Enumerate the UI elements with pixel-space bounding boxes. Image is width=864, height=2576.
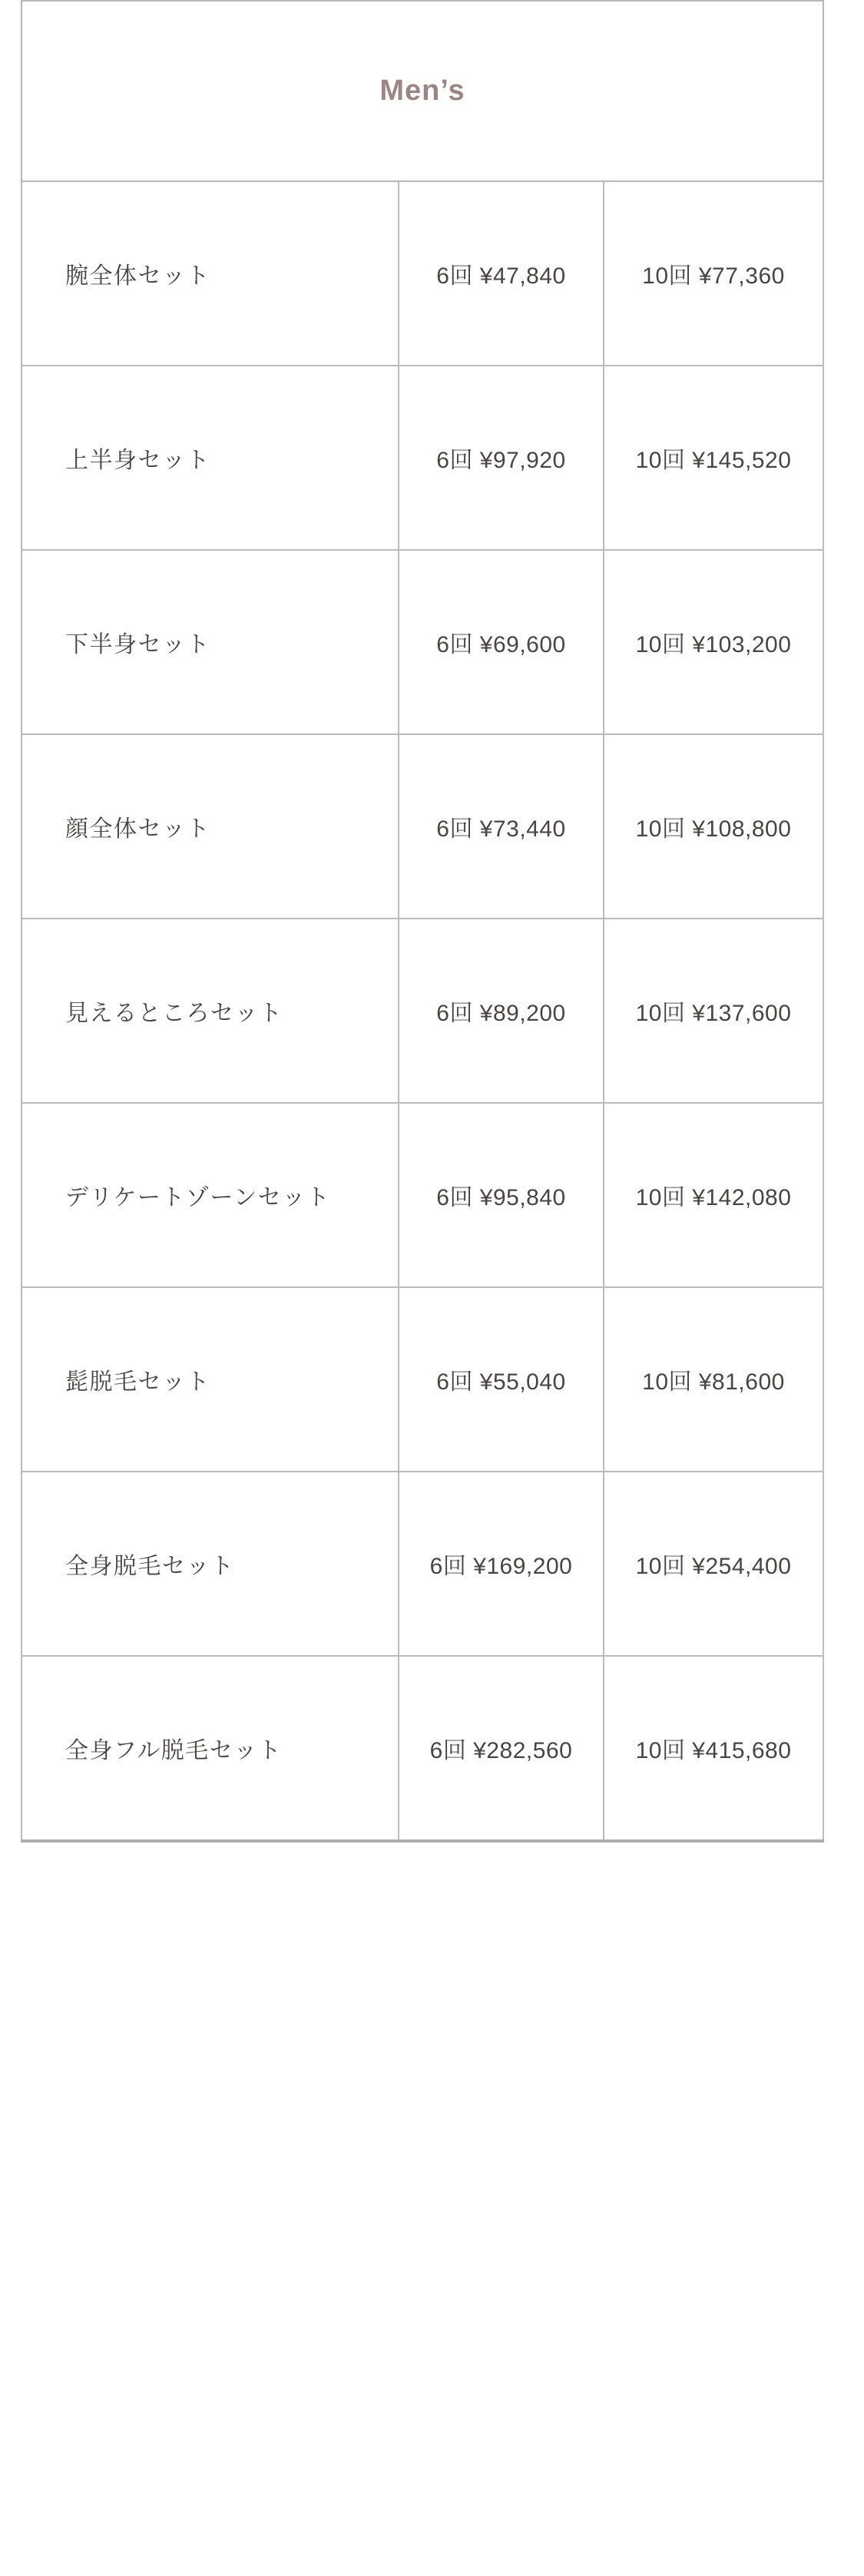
plan-name-cell: 全身フル脱毛セット — [22, 1656, 399, 1841]
plan-name-cell: 腕全体セット — [22, 181, 399, 366]
price-10-sessions-cell: 10回 ¥142,080 — [604, 1103, 823, 1287]
plan-name-cell: 髭脱毛セット — [22, 1287, 399, 1472]
price-6-sessions-cell: 6回 ¥97,920 — [399, 366, 604, 550]
price-6-sessions-cell: 6回 ¥55,040 — [399, 1287, 604, 1472]
price-10-sessions-cell: 10回 ¥81,600 — [604, 1287, 823, 1472]
price-6-sessions-cell: 6回 ¥169,200 — [399, 1472, 604, 1656]
table-row — [22, 1472, 823, 1656]
table-title: Men’s — [22, 1, 823, 181]
price-6-sessions-cell: 6回 ¥89,200 — [399, 919, 604, 1103]
price-10-sessions-cell: 10回 ¥103,200 — [604, 550, 823, 734]
price-10-sessions-cell: 10回 ¥415,680 — [604, 1656, 823, 1841]
price-10-sessions-cell: 10回 ¥254,400 — [604, 1472, 823, 1656]
price-6-sessions-cell: 6回 ¥95,840 — [399, 1103, 604, 1287]
pricing-table — [21, 0, 824, 1843]
table-row — [22, 734, 823, 919]
table-row — [22, 1103, 823, 1287]
price-6-sessions-cell: 6回 ¥47,840 — [399, 181, 604, 366]
price-10-sessions-cell: 10回 ¥77,360 — [604, 181, 823, 366]
plan-name-cell: 顔全体セット — [22, 734, 399, 919]
table-row — [22, 181, 823, 366]
table-row — [22, 550, 823, 734]
plan-name-cell: 下半身セット — [22, 550, 399, 734]
price-10-sessions-cell: 10回 ¥108,800 — [604, 734, 823, 919]
table-row — [22, 1287, 823, 1472]
table-row — [22, 366, 823, 550]
table-row — [22, 919, 823, 1103]
table-header-row — [22, 1, 823, 181]
mens-pricing-table — [21, 0, 823, 1843]
price-10-sessions-cell: 10回 ¥137,600 — [604, 919, 823, 1103]
plan-name-cell: デリケートゾーンセット — [22, 1103, 399, 1287]
plan-name-cell: 全身脱毛セット — [22, 1472, 399, 1656]
price-6-sessions-cell: 6回 ¥69,600 — [399, 550, 604, 734]
price-10-sessions-cell: 10回 ¥145,520 — [604, 366, 823, 550]
table-row — [22, 1656, 823, 1841]
price-6-sessions-cell: 6回 ¥73,440 — [399, 734, 604, 919]
plan-name-cell: 見えるところセット — [22, 919, 399, 1103]
price-6-sessions-cell: 6回 ¥282,560 — [399, 1656, 604, 1841]
plan-name-cell: 上半身セット — [22, 366, 399, 550]
